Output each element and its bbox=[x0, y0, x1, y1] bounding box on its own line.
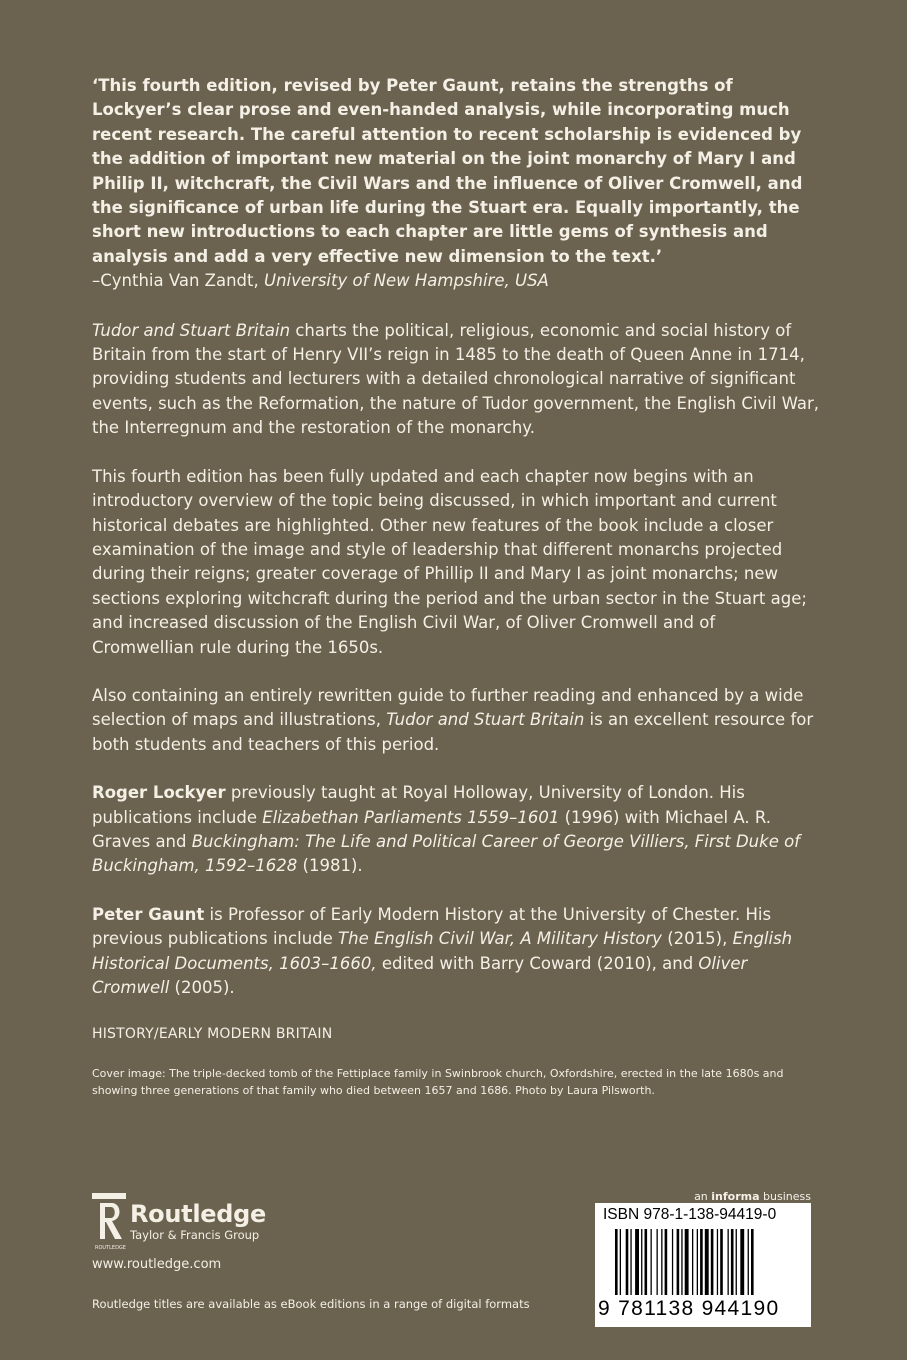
author-name: Peter Gaunt bbox=[92, 904, 205, 924]
bio-text: (1996) with Michael A. R. Graves and bbox=[92, 807, 771, 851]
cover-image-credit: Cover image: The triple-decked tomb of the Fettiplace family in Swinbrook church, Oxfordshire, erected in the late 1680s and showing three generations of that family who died between 1657 and 1686. Photo by Laura Pilsworth. bbox=[92, 1067, 784, 1097]
book-title: Tudor and Stuart Britain bbox=[92, 320, 291, 340]
publication-title: Elizabethan Parliaments 1559–1601 bbox=[262, 807, 560, 827]
quote-attribution bbox=[92, 269, 822, 293]
isbn-text: ISBN 978-1-138-94419-0 bbox=[603, 1206, 777, 1223]
author-bio-lockyer bbox=[92, 781, 822, 879]
bio-text: is Professor of Early Modern History at the University of Chester. His previous publications include bbox=[92, 904, 772, 949]
description-paragraph-3 bbox=[92, 684, 822, 757]
publication-title: The English Civil War, A Military History bbox=[338, 929, 662, 949]
author-name: Roger Lockyer bbox=[92, 783, 226, 803]
svg-text:ROUTLEDGE: ROUTLEDGE bbox=[95, 1245, 126, 1251]
publisher-website[interactable]: www.routledge.com bbox=[92, 1257, 222, 1272]
back-cover-text bbox=[92, 74, 822, 1099]
bio-text: (2015), bbox=[661, 929, 733, 949]
barcode-bars-icon bbox=[615, 1229, 799, 1295]
bio-text: edited with Barry Coward (2010), and bbox=[376, 953, 699, 973]
quote-affiliation: University of New Hampshire, USA bbox=[264, 271, 549, 291]
isbn-barcode bbox=[595, 1203, 811, 1327]
publication-title: Buckingham: The Life and Political Career of George Villiers, First Duke of Buckingham, 1592–1628 bbox=[92, 831, 800, 876]
description-text: is an excellent resource for both students and teachers of this period. bbox=[92, 710, 814, 754]
description-text: charts the political, religious, economic and social history of Britain from the start of Henry VII’s reign in 1485 to the death of Queen Anne in 1714, providing students and lecturers with a detailed chronological narrative of significant events, such as the Reformation, the nature of Tudor government, the English Civil War, the Interregnum and the restoration of the monarchy. bbox=[92, 320, 820, 438]
informa-brand: informa bbox=[711, 1190, 760, 1203]
routledge-r-icon bbox=[92, 1193, 126, 1251]
barcode-digits: 9 781138 944190 bbox=[598, 1297, 780, 1320]
logo-wordmark bbox=[130, 1201, 266, 1243]
publisher-block bbox=[92, 1193, 266, 1272]
bio-text: (2005). bbox=[169, 978, 235, 997]
review-quote: ‘This fourth edition, revised by Peter Gaunt, retains the strengths of Lockyer’s clear prose and even-handed analysis, while incorporating much recent research. The careful attention to recent scholarship is evidenced by the addition of important new material on the joint monarchy of Mary I and Philip II, witchcraft, the Civil Wars and the influence of Oliver Cromwell, and the significance of urban life during the Stuart era. Equally importantly, the short new introductions to each chapter are little gems of synthesis and analysis and add a very effective new dimension to the text.’ bbox=[92, 76, 803, 266]
quote-author: –Cynthia Van Zandt, bbox=[92, 271, 259, 291]
author-bio-gaunt bbox=[92, 903, 822, 1001]
description-paragraph-2: This fourth edition has been fully updated and each chapter now begins with an introductory overview of the topic being discussed, in which important and current historical debates are highlighted. Other new features of the book include a closer examination of the image and style of leadership that different monarchs projected during their reigns; greater coverage of Phillip II and Mary I as joint monarchs; new sections exploring witchcraft during the period and the urban sector in the Stuart age; and increased discussion of the English Civil War, of Oliver Cromwell and of Cromwellian rule during the 1650s. bbox=[92, 466, 807, 657]
description-text: Also containing an entirely rewritten guide to further reading and enhanced by a wide selection of maps and illustrations, bbox=[92, 685, 804, 730]
subject-category: HISTORY/EARLY MODERN BRITAIN bbox=[92, 1026, 333, 1043]
description-paragraph-1 bbox=[92, 319, 822, 441]
bio-text: previously taught at Royal Holloway, University of London. His publications include bbox=[92, 783, 745, 827]
publication-title: English Historical Documents, 1603–1660, bbox=[92, 929, 793, 973]
ebook-notice: Routledge titles are available as eBook editions in a range of digital formats bbox=[92, 1297, 530, 1311]
publication-title: Oliver Cromwell bbox=[92, 953, 748, 997]
informa-suffix: business bbox=[759, 1190, 811, 1203]
publisher-group: Taylor & Francis Group bbox=[130, 1228, 260, 1242]
bio-text: (1981). bbox=[297, 856, 363, 876]
informa-business-label bbox=[694, 1190, 811, 1203]
informa-prefix: an bbox=[694, 1190, 712, 1203]
book-title: Tudor and Stuart Britain bbox=[386, 710, 585, 730]
publisher-logo bbox=[92, 1193, 266, 1251]
publisher-name: Routledge bbox=[130, 1200, 266, 1228]
